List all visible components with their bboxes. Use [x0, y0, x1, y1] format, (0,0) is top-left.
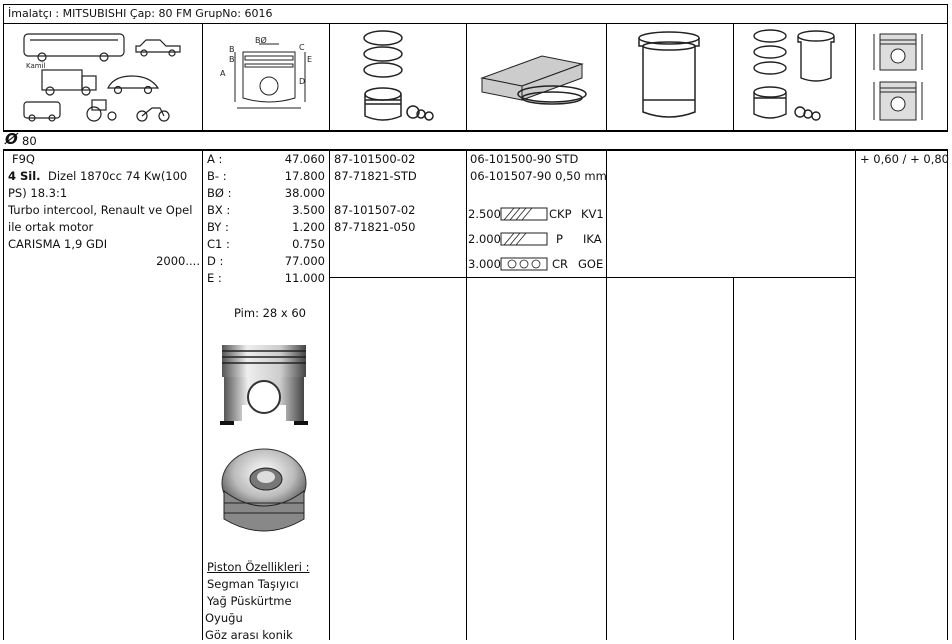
piston-part-number: 87-71821-STD [334, 169, 417, 183]
dim-label: C1 : [207, 237, 230, 251]
ring-type: GOE [578, 257, 604, 271]
feature-line: Göz arası konik [205, 628, 293, 642]
ring-part-number: 06-101500-90 STD [470, 152, 579, 166]
compression-ring-icon [500, 206, 548, 222]
ring-type: KV1 [581, 207, 604, 221]
svg-text:B: B [229, 45, 235, 54]
feature-line: Segman Taşıyıcı [207, 577, 299, 591]
piston-top-image [220, 443, 308, 535]
dim-label: BX : [207, 203, 231, 217]
engine-cylinders: 4 Sil. [8, 169, 41, 183]
engine-year: 2000.... [156, 254, 200, 268]
oversize-piston-icon [872, 28, 924, 126]
svg-text:E: E [307, 55, 313, 64]
diameter-symbol: Ø [5, 130, 18, 148]
piston-part-number: 87-101507-02 [334, 203, 416, 217]
dim-value: 11.000 [284, 271, 325, 285]
dim-label: E : [207, 271, 222, 285]
dim-value: 1.200 [292, 220, 325, 234]
dim-value: 47.060 [284, 152, 325, 166]
vehicles-icon [20, 28, 190, 126]
dim-value: 3.500 [292, 203, 325, 217]
engine-desc-5: CARISMA 1,9 GDI [8, 237, 108, 251]
dim-value: 0.750 [292, 237, 325, 251]
svg-text:B: B [229, 55, 235, 64]
dim-label: BØ : [207, 186, 232, 200]
svg-text:Kamil: Kamil [26, 62, 46, 70]
piston-side-image [220, 343, 308, 427]
ring-size: 2.500 [468, 207, 501, 221]
dim-value: 77.000 [284, 254, 325, 268]
engine-desc-2: PS) 18.3:1 [8, 186, 68, 200]
dim-label: B- : [207, 169, 227, 183]
bearings-icon [478, 48, 598, 112]
ring-code: P [556, 232, 563, 246]
dim-value: 38.000 [284, 186, 325, 200]
engine-desc-4: ile ortak motor [8, 220, 94, 234]
dim-label: D : [207, 254, 224, 268]
svg-text:D: D [299, 77, 306, 86]
pin-size: Pim: 28 x 60 [234, 306, 306, 320]
engine-desc-3: Turbo intercool, Renault ve Opel [8, 203, 193, 217]
dim-value: 17.800 [284, 169, 325, 183]
diameter-value: 80 [22, 134, 37, 148]
header-title: İmalatçı : MITSUBISHI Çap: 80 FM GrupNo: 6016 [8, 7, 273, 20]
piston-diagram-icon [215, 34, 325, 124]
ring-code: CKP [549, 207, 572, 221]
dim-label: A : [207, 152, 223, 166]
dim-label: BY : [207, 220, 229, 234]
ring-part-number: 06-101507-90 0,50 mm [470, 169, 607, 183]
ring-size: 3.000 [468, 257, 501, 271]
feature-line: Oyuğu [205, 611, 243, 625]
engine-code: F9Q [12, 152, 35, 166]
piston-part-number: 87-71821-050 [334, 220, 416, 234]
feature-line: Yağ Püskürtme [207, 594, 292, 608]
oversize-values: + 0,60 / + 0,80 [860, 152, 949, 166]
piston-rings-icon [355, 26, 440, 126]
ring-type: IKA [583, 232, 602, 246]
svg-text:A: A [220, 69, 226, 78]
scraper-ring-icon [500, 231, 548, 247]
svg-text:C: C [299, 43, 305, 52]
piston-part-number: 87-101500-02 [334, 152, 416, 166]
ring-code: CR [552, 257, 569, 271]
engine-kit-icon [750, 26, 840, 126]
features-title: Piston Özellikleri : [207, 560, 310, 574]
engine-desc-1: Dizel 1870cc 74 Kw(100 [48, 169, 188, 183]
oil-ring-icon [500, 256, 548, 272]
cylinder-liner-icon [633, 30, 705, 122]
svg-text:BØ: BØ [255, 36, 267, 45]
ring-size: 2.000 [468, 232, 501, 246]
